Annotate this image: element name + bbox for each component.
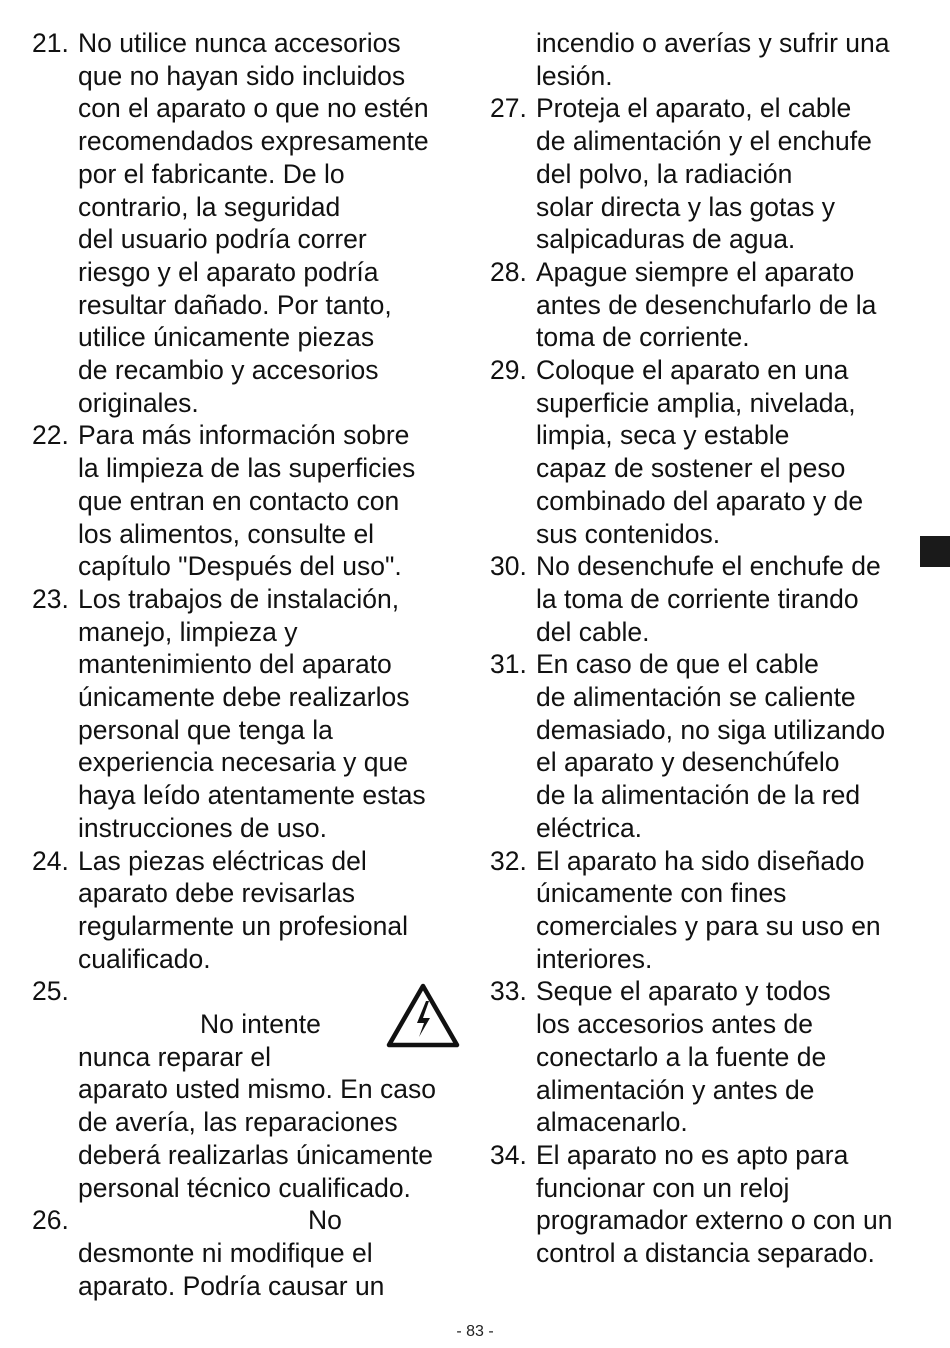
text-line: de recambio y accesorios (78, 355, 379, 386)
text-line: los accesorios antes de (536, 1009, 813, 1040)
list-item-32 (490, 845, 930, 976)
page-number: - 83 - (456, 1323, 494, 1340)
list-item-31 (490, 648, 930, 844)
list-item-24 (32, 845, 472, 976)
text-line: Proteja el aparato, el cable (536, 93, 852, 124)
text-line: utilice únicamente piezas (78, 322, 375, 353)
text-line: capaz de sostener el peso (536, 453, 846, 484)
list-item-33 (490, 975, 930, 1139)
item-text (536, 92, 930, 256)
text-line: aparato debe revisarlas (78, 878, 355, 909)
item-number: 28. (490, 256, 527, 287)
text-line: Los trabajos de instalación, (78, 583, 400, 614)
item-text (536, 648, 930, 844)
text-line: incendio o averías y sufrir una (536, 28, 890, 58)
text-line: instrucciones de uso. (78, 812, 327, 843)
right-column (490, 27, 930, 1270)
text-line: desmonte ni modifique el (78, 1238, 373, 1268)
text-line: del cable. (536, 616, 650, 647)
list-item-22 (32, 419, 472, 583)
text-line: interiores. (536, 943, 653, 974)
text-line: El aparato no es apto para (536, 1139, 849, 1170)
item-text (536, 256, 930, 354)
text-line: únicamente debe realizarlos (78, 682, 410, 713)
text-line: personal que tenga la (78, 714, 333, 745)
text-line: que no hayan sido incluidos (78, 60, 406, 91)
item-number (490, 27, 536, 92)
text-line: de avería, las reparaciones (78, 1107, 398, 1138)
text-line: Las piezas eléctricas del (78, 845, 367, 876)
item-number: 33. (490, 976, 527, 1007)
text-line: salpicaduras de agua. (536, 224, 796, 255)
text-line: únicamente con fines (536, 878, 787, 909)
text-line: deberá realizarlas únicamente (78, 1139, 434, 1170)
text-line: manejo, limpieza y (78, 616, 298, 647)
item-number: 30. (490, 551, 527, 582)
text-line: En caso de que el cable (536, 649, 819, 680)
text-line: por el fabricante. De lo (78, 158, 345, 189)
text-line: de alimentación se caliente (536, 682, 856, 713)
item-text (536, 27, 930, 92)
list-item-29 (490, 354, 930, 550)
list-item-26-continued (490, 27, 930, 92)
text-line: de la alimentación de la red (536, 780, 861, 811)
item-number: 27. (490, 93, 527, 124)
text-line: el aparato y desenchúfelo (536, 747, 840, 778)
list-item-21 (32, 27, 472, 419)
text-line: superficie amplia, nivelada, (536, 387, 856, 418)
list-item-27 (490, 92, 930, 256)
text-line: No utilice nunca accesorios (78, 28, 401, 58)
text-line: No (308, 1205, 342, 1236)
text-line: nunca reparar el (78, 1041, 271, 1072)
electrical-hazard-warning-icon (386, 982, 460, 1048)
text-line: alimentación y antes de (536, 1074, 815, 1105)
text-line: con el aparato o que no estén (78, 93, 429, 124)
item-text (536, 354, 930, 550)
item-text (78, 419, 472, 583)
text-line: aparato usted mismo. En caso (78, 1074, 436, 1105)
text-line: Seque el aparato y todos (536, 976, 831, 1007)
text-line: El aparato ha sido diseñado (536, 845, 865, 876)
text-line: los alimentos, consulte el (78, 518, 375, 549)
item-number: 23. (32, 583, 69, 614)
text-line: aparato. Podría causar un (78, 1270, 385, 1301)
list-item-34 (490, 1139, 930, 1270)
item-number: 32. (490, 845, 527, 876)
text-line: del polvo, la radiación (536, 158, 793, 189)
text-line: la limpieza de las superficies (78, 453, 416, 484)
list-item-26 (32, 1204, 472, 1302)
text-line: conectarlo a la fuente de (536, 1041, 827, 1072)
section-tab-marker (920, 536, 950, 567)
text-line: comerciales y para su uso en (536, 910, 881, 941)
item-number: 31. (490, 649, 527, 680)
item-number: 22. (32, 420, 69, 451)
text-line: solar directa y las gotas y (536, 191, 835, 222)
text-line: haya leído atentamente estas (78, 780, 426, 811)
item-number: 21. (32, 28, 69, 58)
text-line: recomendados expresamente (78, 126, 429, 157)
text-line: cualificado. (78, 943, 211, 974)
text-line: almacenarlo. (536, 1107, 688, 1138)
item-text (536, 550, 930, 648)
text-line: riesgo y el aparato podría (78, 256, 379, 287)
text-line: Para más información sobre (78, 420, 410, 451)
text-line: No desenchufe el enchufe de (536, 551, 881, 582)
text-line: sus contenidos. (536, 518, 721, 549)
text-line: control a distancia separado. (536, 1238, 875, 1269)
text-line: que entran en contacto con (78, 485, 400, 516)
item-text (536, 1139, 930, 1270)
list-item-28 (490, 256, 930, 354)
text-line: lesión. (536, 60, 613, 91)
list-item-30 (490, 550, 930, 648)
item-number: 29. (490, 355, 527, 386)
text-line: No intente (200, 1009, 321, 1040)
text-line: demasiado, no siga utilizando (536, 714, 886, 745)
text-line: mantenimiento del aparato (78, 649, 392, 680)
text-line: personal técnico cualificado. (78, 1172, 411, 1203)
text-line: regularmente un profesional (78, 910, 408, 941)
text-line: capítulo "Después del uso". (78, 551, 402, 582)
text-line: combinado del aparato y de (536, 485, 864, 516)
item-number: 26. (32, 1205, 69, 1236)
text-line: eléctrica. (536, 812, 643, 843)
text-line: antes de desenchufarlo de la (536, 289, 877, 320)
text-line: Coloque el aparato en una (536, 355, 849, 386)
item-text (78, 1204, 472, 1302)
item-number: 34. (490, 1139, 527, 1170)
item-text (536, 975, 930, 1139)
text-line: contrario, la seguridad (78, 191, 341, 222)
left-column (32, 27, 472, 1302)
text-line: experiencia necesaria y que (78, 747, 408, 778)
text-line: funcionar con un reloj (536, 1172, 790, 1203)
text-line: del usuario podría correr (78, 224, 367, 255)
item-text (78, 845, 472, 976)
item-text (78, 27, 472, 419)
text-line: programador externo o con un (536, 1205, 893, 1236)
text-line: toma de corriente. (536, 322, 750, 353)
text-line: de alimentación y el enchufe (536, 126, 872, 157)
text-line: la toma de corriente tirando (536, 583, 859, 614)
item-text (78, 583, 472, 845)
text-line: originales. (78, 387, 199, 418)
list-item-23 (32, 583, 472, 845)
item-number: 25. (32, 976, 69, 1007)
item-number: 24. (32, 845, 69, 876)
text-line: limpia, seca y estable (536, 420, 790, 451)
text-line: resultar dañado. Por tanto, (78, 289, 392, 320)
text-line: Apague siempre el aparato (536, 256, 855, 287)
item-text (536, 845, 930, 976)
